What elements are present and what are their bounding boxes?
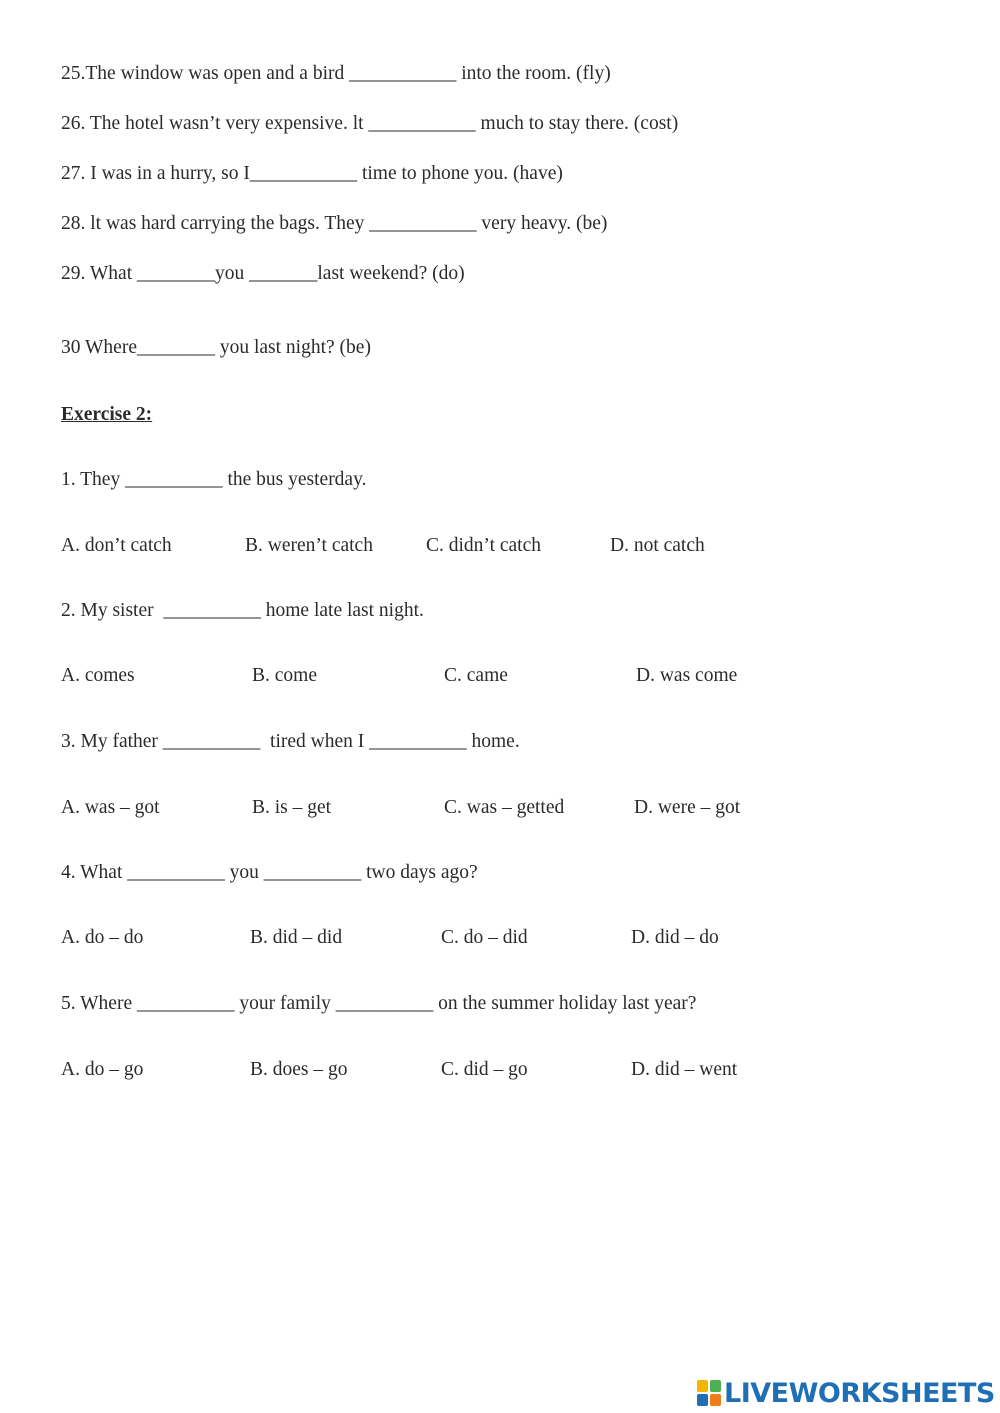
ex2-q4-option-a: A. do – do (61, 927, 144, 948)
question-27: 27. I was in a hurry, so I___________ time to phone you. (have) (61, 163, 563, 184)
ex2-q1-option-a: A. don’t catch (61, 535, 172, 556)
liveworksheets-brand-text: LIVEWORKSHEETS (724, 1377, 995, 1409)
ex2-q4-option-b: B. did – did (250, 927, 343, 948)
ex2-q2-option-a: A. comes (61, 665, 135, 686)
ex2-q3-option-c: C. was – getted (444, 797, 565, 818)
ex2-q2-option-c: C. came (444, 665, 508, 686)
logo-square-green (710, 1380, 721, 1392)
ex2-question-1: 1. They __________ the bus yesterday. (61, 469, 367, 490)
ex2-q1-option-b: B. weren’t catch (245, 535, 373, 556)
exercise-2-heading: Exercise 2: (61, 404, 153, 425)
logo-square-yellow (697, 1380, 708, 1392)
question-30: 30 Where________ you last night? (be) (61, 337, 371, 358)
question-26: 26. The hotel wasn’t very expensive. lt ___________ much to stay there. (cost) (61, 113, 679, 134)
ex2-q2-option-d: D. was come (636, 665, 738, 686)
question-29: 29. What ________you _______last weekend? (do) (61, 263, 465, 284)
ex2-question-2: 2. My sister __________ home late last night. (61, 600, 424, 621)
ex2-q3-option-d: D. were – got (634, 797, 741, 818)
question-25: 25.The window was open and a bird ___________ into the room. (fly) (61, 63, 611, 84)
logo-square-blue (697, 1394, 708, 1406)
ex2-q3-option-a: A. was – got (61, 797, 160, 818)
ex2-question-4: 4. What __________ you __________ two days ago? (61, 862, 478, 883)
ex2-q3-option-b: B. is – get (252, 797, 332, 818)
ex2-q5-option-d: D. did – went (631, 1059, 738, 1080)
ex2-question-3: 3. My father __________ tired when I __________ home. (61, 731, 520, 752)
ex2-question-5: 5. Where __________ your family __________ on the summer holiday last year? (61, 993, 697, 1014)
question-28: 28. lt was hard carrying the bags. They ___________ very heavy. (be) (61, 213, 608, 234)
ex2-q5-option-c: C. did – go (441, 1059, 528, 1080)
ex2-q2-option-b: B. come (252, 665, 317, 686)
logo-square-orange (710, 1394, 721, 1406)
ex2-q5-option-b: B. does – go (250, 1059, 348, 1080)
ex2-q4-option-d: D. did – do (631, 927, 719, 948)
liveworksheets-logo-icon (697, 1380, 721, 1406)
ex2-q1-option-c: C. didn’t catch (426, 535, 541, 556)
ex2-q1-option-d: D. not catch (610, 535, 705, 556)
ex2-q4-option-c: C. do – did (441, 927, 528, 948)
ex2-q5-option-a: A. do – go (61, 1059, 144, 1080)
liveworksheets-logo (697, 1377, 995, 1409)
